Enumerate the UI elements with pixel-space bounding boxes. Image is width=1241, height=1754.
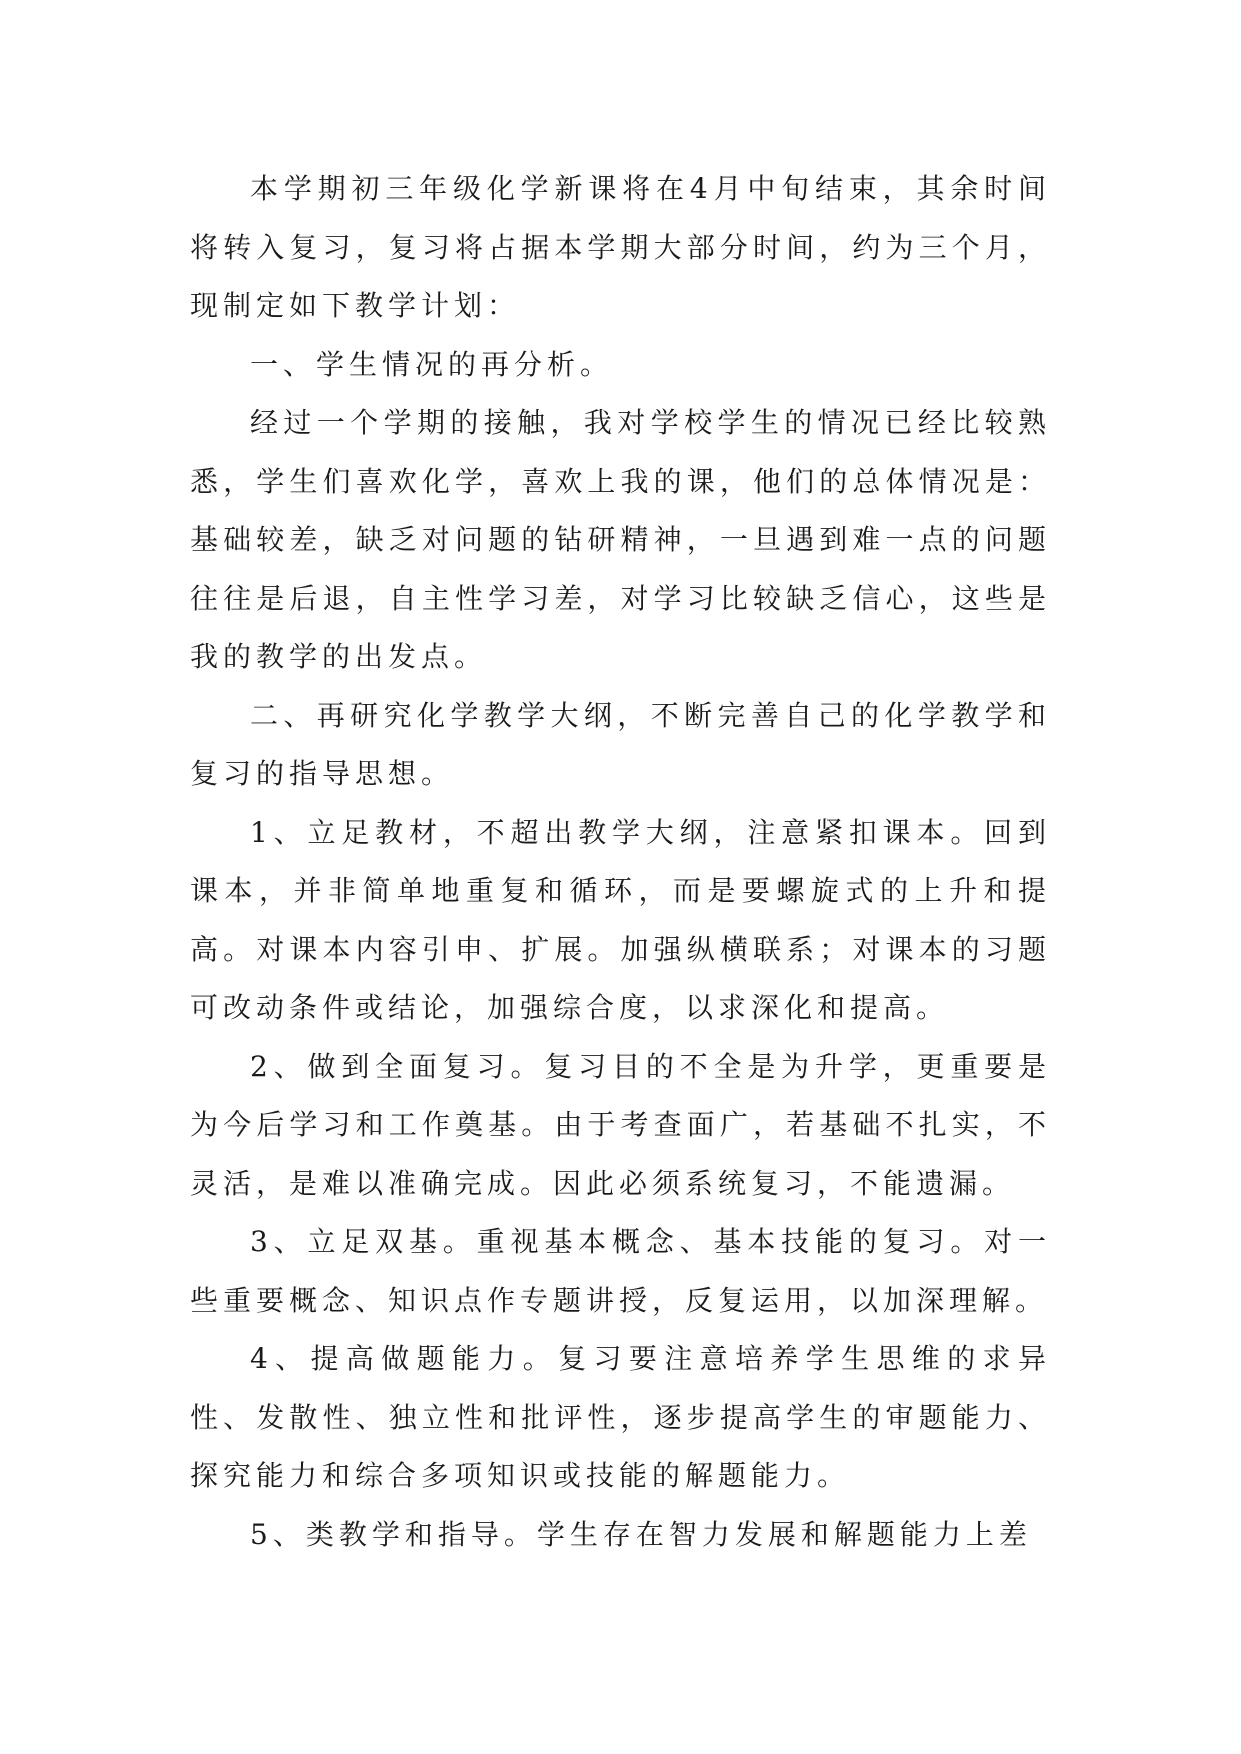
list-item-3: 3、立足双基。重视基本概念、基本技能的复习。对一些重要概念、知识点作专题讲授，反复运用，以加深理解。: [190, 1225, 1051, 1317]
section-heading-2: 二、再研究化学教学大纲，不断完善自己的化学教学和复习的指导思想。: [190, 698, 1051, 790]
list-item-5: 5、类教学和指导。学生存在智力发展和解题能力上差: [250, 1517, 1032, 1551]
document-page: [190, 160, 1051, 1564]
section-heading-1: 一、学生情况的再分析。: [250, 347, 614, 381]
intro-paragraph: 本学期初三年级化学新课将在4月中旬结束，其余时间将转入复习，复习将占据本学期大部分时间，约为三个月，现制定如下教学计划：: [190, 172, 1051, 322]
list-item-4: 4、提高做题能力。复习要注意培养学生思维的求异性、发散性、独立性和批评性，逐步提高学生的审题能力、探究能力和综合多项知识或技能的解题能力。: [190, 1342, 1051, 1492]
list-item-1: 1、立足教材，不超出教学大纲，注意紧扣课本。回到课本，并非简单地重复和循环，而是要螺旋式的上升和提高。对课本内容引申、扩展。加强纵横联系；对课本的习题可改动条件或结论，加强综合度，以求深化和提高。: [190, 815, 1051, 1024]
list-item-2: 2、做到全面复习。复习目的不全是为升学，更重要是为今后学习和工作奠基。由于考查面广，若基础不扎实，不灵活，是难以准确完成。因此必须系统复习，不能遗漏。: [190, 1049, 1051, 1200]
student-analysis-paragraph: 经过一个学期的接触，我对学校学生的情况已经比较熟悉，学生们喜欢化学，喜欢上我的课，他们的总体情况是：基础较差，缺乏对问题的钻研精神，一旦遇到难一点的问题往往是后退，自主性学习差，对学习比较缺乏信心，这些是我的教学的出发点。: [190, 406, 1051, 673]
